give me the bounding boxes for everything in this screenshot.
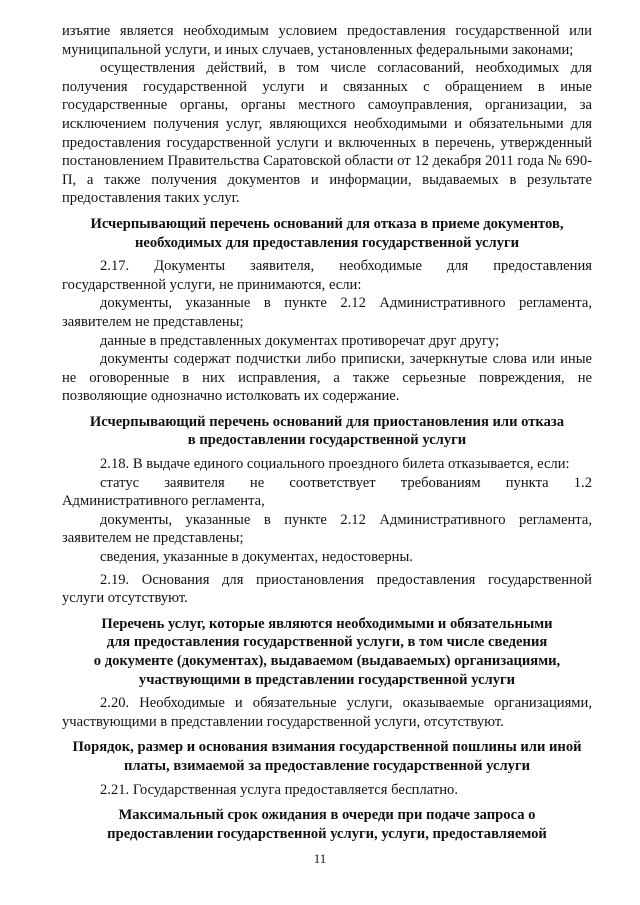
heading-line: Максимальный срок ожидания в очереди при подаче запроса о	[118, 807, 536, 824]
list-item: документы содержат подчистки либо приписки, зачеркнутые слова или иные не оговоренные в них исправления, а также серьезные повреждения, не позволяющие однозначно истолковать их содержание.	[62, 351, 592, 405]
page-number: 11	[313, 851, 327, 866]
heading-line: платы, взимаемой за предоставление государственной услуги	[123, 757, 530, 774]
clause-2-21: 2.21. Государственная услуга предоставляется бесплатно.	[100, 781, 459, 798]
heading-line: в предоставлении государственной услуги	[187, 432, 467, 449]
clause-2-17: 2.17. Документы заявителя, необходимые для предоставления государственной услуги, не принимаются, если:	[62, 258, 592, 293]
heading-line: участвующими в представлении государственной услуги	[138, 671, 516, 688]
paragraph-continuation: изъятие является необходимым условием предоставления государственной или муниципальной услуги, и иных случаев, установленных федеральными законами;	[62, 23, 592, 58]
heading-line: Перечень услуг, которые являются необходимыми и обязательными	[101, 615, 553, 632]
heading-line: Исчерпывающий перечень оснований для приостановления или отказа	[89, 413, 565, 430]
list-item: сведения, указанные в документах, недостоверны.	[100, 549, 413, 566]
clause-2-19: 2.19. Основания для приостановления предоставления государственной услуги отсутствуют.	[62, 571, 592, 607]
heading-line: о документе (документах), выдаваемом (выдаваемых) организациями,	[93, 653, 561, 669]
heading-line: необходимых для предоставления государственной услуги	[134, 234, 520, 251]
clause-2-18: 2.18. В выдаче единого социального проездного билета отказывается, если:	[100, 456, 570, 473]
section-heading-refusal-documents	[62, 215, 592, 252]
section-heading-required-services	[62, 615, 592, 689]
heading-line: для предоставления государственной услуги, в том числе сведения	[106, 634, 548, 651]
heading-line: Исчерпывающий перечень оснований для отказа в приеме документов,	[90, 215, 564, 232]
page-content	[62, 22, 592, 848]
section-heading-suspension-refusal	[62, 413, 592, 450]
list-item: данные в представленных документах противоречат друг другу;	[100, 332, 500, 349]
section-heading-fee	[62, 738, 592, 775]
heading-line: Порядок, размер и основания взимания государственной пошлины или иной	[72, 739, 582, 756]
paragraph: осуществления действий, в том числе согласований, необходимых для получения государственной услуги и связанных с обращением в иные государственные органы, органы местного самоуправления, организации, за исключением получения услуг, являющихся необходимыми и обязательными для предоставления государственной услуги и включенных в перечень, утвержденный постановлением Правительства Саратовской области от 12 декабря 2011 года № 690-П, а также получения документов и информации, выдаваемых в результате предоставления таких услуг.	[62, 60, 592, 207]
clause-2-20: 2.20. Необходимые и обязательные услуги, оказываемые организациями, участвующими в представлении государственной услуги, отсутствуют.	[62, 695, 592, 730]
heading-line: предоставлении государственной услуги, услуги, предоставляемой	[107, 825, 547, 842]
list-item: статус заявителя не соответствует требованиям пункта 1.2 Административного регламента,	[62, 474, 592, 510]
list-item: документы, указанные в пункте 2.12 Административного регламента, заявителем не представлены;	[62, 511, 592, 547]
list-item: документы, указанные в пункте 2.12 Административного регламента, заявителем не представлены;	[62, 295, 592, 330]
section-heading-waiting-time	[62, 806, 592, 843]
